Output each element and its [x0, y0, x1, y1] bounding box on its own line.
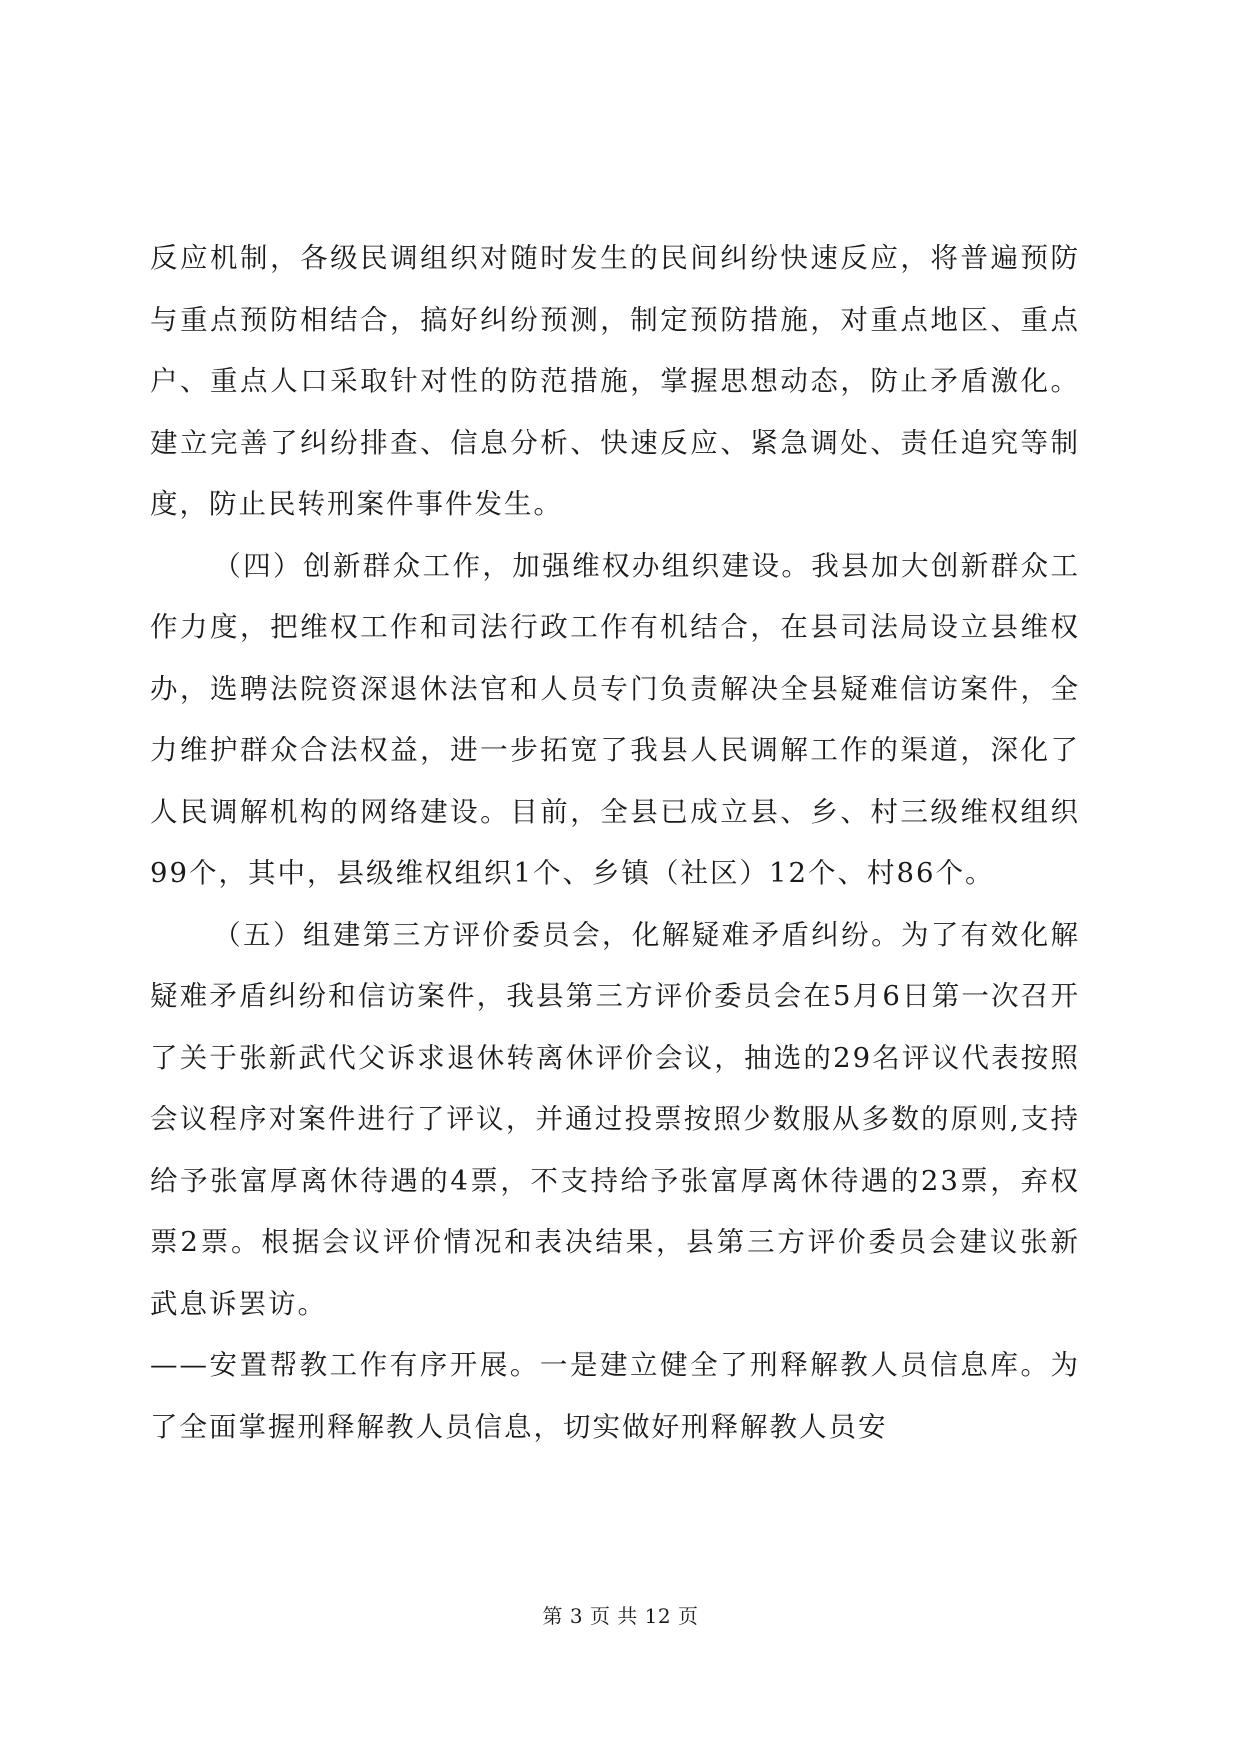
paragraph-4: ——安置帮教工作有序开展。一是建立健全了刑释解教人员信息库。为了全面掌握刑释解教人员信息，切实做好刑释解教人员安 [150, 1349, 1080, 1443]
paragraph-3: （五）组建第三方评价委员会，化解疑难矛盾纠纷。为了有效化解疑难矛盾纠纷和信访案件，我县第三方评价委员会在5月6日第一次召开了关于张新武代父诉求退休转离休评价会议，抽选的29名评议代表按照会议程序对案件进行了评议，并通过投票按照少数服从多数的原则,支持给予张富厚离休待遇的4票，不支持给予张富厚离休待遇的23票，弃权票2票。根据会议评价情况和表决结果，县第三方评价委员会建议张新武息诉罢访。 [150, 918, 1080, 1320]
paragraph-2: （四）创新群众工作，加强维权办组织建设。我县加大创新群众工作力度，把维权工作和司法行政工作有机结合，在县司法局设立县维权办，选聘法院资深退休法官和人员专门负责解决全县疑难信访案件，全力维护群众合法权益，进一步拓宽了我县人民调解工作的渠道，深化了人民调解机构的网络建设。目前，全县已成立县、乡、村三级维权组织99个，其中，县级维权组织1个、乡镇（社区）12个、村86个。 [150, 549, 1080, 889]
document-body [150, 228, 1080, 1458]
page-number-footer: 第 3 页 共 12 页 [542, 1604, 699, 1628]
paragraph-1: 反应机制，各级民调组织对随时发生的民间纠纷快速反应，将普遍预防与重点预防相结合，搞好纠纷预测，制定预防措施，对重点地区、重点户、重点人口采取针对性的防范措施，掌握思想动态，防止矛盾激化。建立完善了纠纷排查、信息分析、快速反应、紧急调处、责任追究等制度，防止民转刑案件事件发生。 [150, 242, 1080, 520]
